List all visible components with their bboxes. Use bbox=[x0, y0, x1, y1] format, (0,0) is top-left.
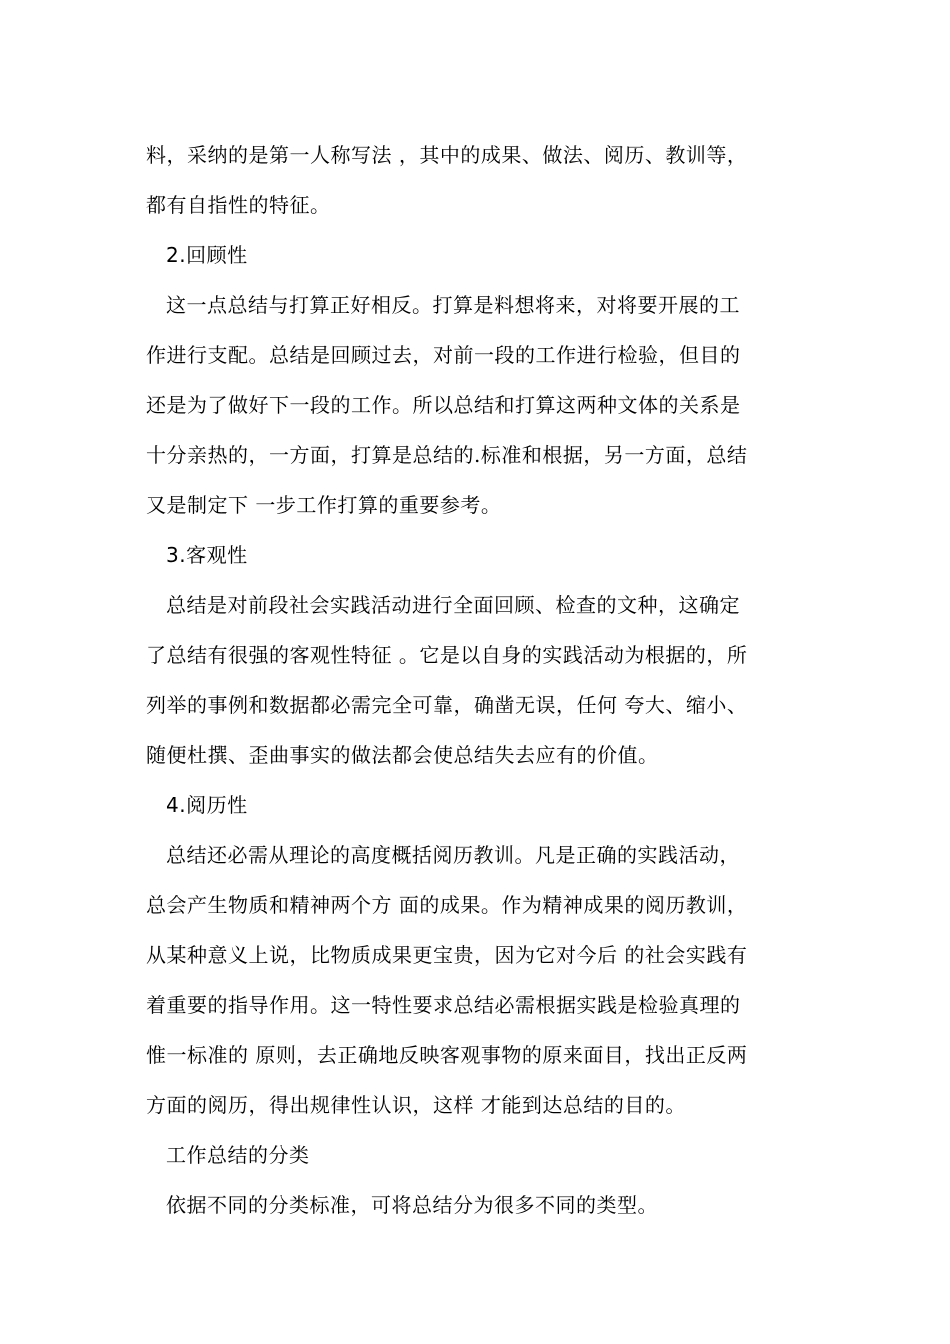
body-line: 惟一标准的 原则，去正确地反映客观事物的原来面目，找出正反两 bbox=[146, 1043, 748, 1067]
body-line: 方面的阅历，得出规律性认识，这样 才能到达总结的目的。 bbox=[146, 1093, 686, 1117]
body-line: 总会产生物质和精神两个方 面的成果。作为精神成果的阅历教训， bbox=[146, 893, 748, 917]
paragraph-first-line: 总结是对前段社会实践活动进行全面回顾、检查的文种，这确定 bbox=[166, 593, 740, 617]
body-line: 还是为了做好下一段的工作。所以总结和打算这两种文体的关系是 bbox=[146, 393, 741, 417]
paragraph-first-line: 依据不同的分类标准，可将总结分为很多不同的类型。 bbox=[166, 1193, 658, 1217]
body-line: 列举的事例和数据都必需完全可靠，确凿无误，任何 夸大、缩小、 bbox=[146, 693, 748, 717]
body-line: 料，采纳的是第一人称写法 ，其中的成果、做法、阅历、教训等， bbox=[146, 143, 748, 167]
section-heading-objectivity: 3.客观性 bbox=[166, 543, 248, 567]
paragraph-first-line: 总结还必需从理论的高度概括阅历教训。凡是正确的实践活动， bbox=[166, 843, 740, 867]
paragraph-first-line: 这一点总结与打算正好相反。打算是料想将来，对将要开展的工 bbox=[166, 293, 740, 317]
body-line: 了总结有很强的客观性特征 。它是以自身的实践活动为根据的，所 bbox=[146, 643, 748, 667]
body-line: 随便杜撰、歪曲事实的做法都会使总结失去应有的价值。 bbox=[146, 743, 659, 767]
body-line: 都有自指性的特征。 bbox=[146, 193, 331, 217]
body-line: 着重要的指导作用。这一特性要求总结必需根据实践是检验真理的 bbox=[146, 993, 741, 1017]
section-heading-classification: 工作总结的分类 bbox=[166, 1143, 310, 1167]
section-heading-experience: 4.阅历性 bbox=[166, 793, 248, 817]
section-heading-retrospective: 2.回顾性 bbox=[166, 243, 248, 267]
document-body bbox=[146, 130, 810, 1230]
body-line: 十分亲热的，一方面，打算是总结的.标准和根据，另一方面，总结 bbox=[146, 443, 748, 467]
body-line: 作进行支配。总结是回顾过去，对前一段的工作进行检验，但目的 bbox=[146, 343, 741, 367]
body-line: 又是制定下 一步工作打算的重要参考。 bbox=[146, 493, 502, 517]
body-line: 从某种意义上说，比物质成果更宝贵，因为它对今后 的社会实践有 bbox=[146, 943, 748, 967]
